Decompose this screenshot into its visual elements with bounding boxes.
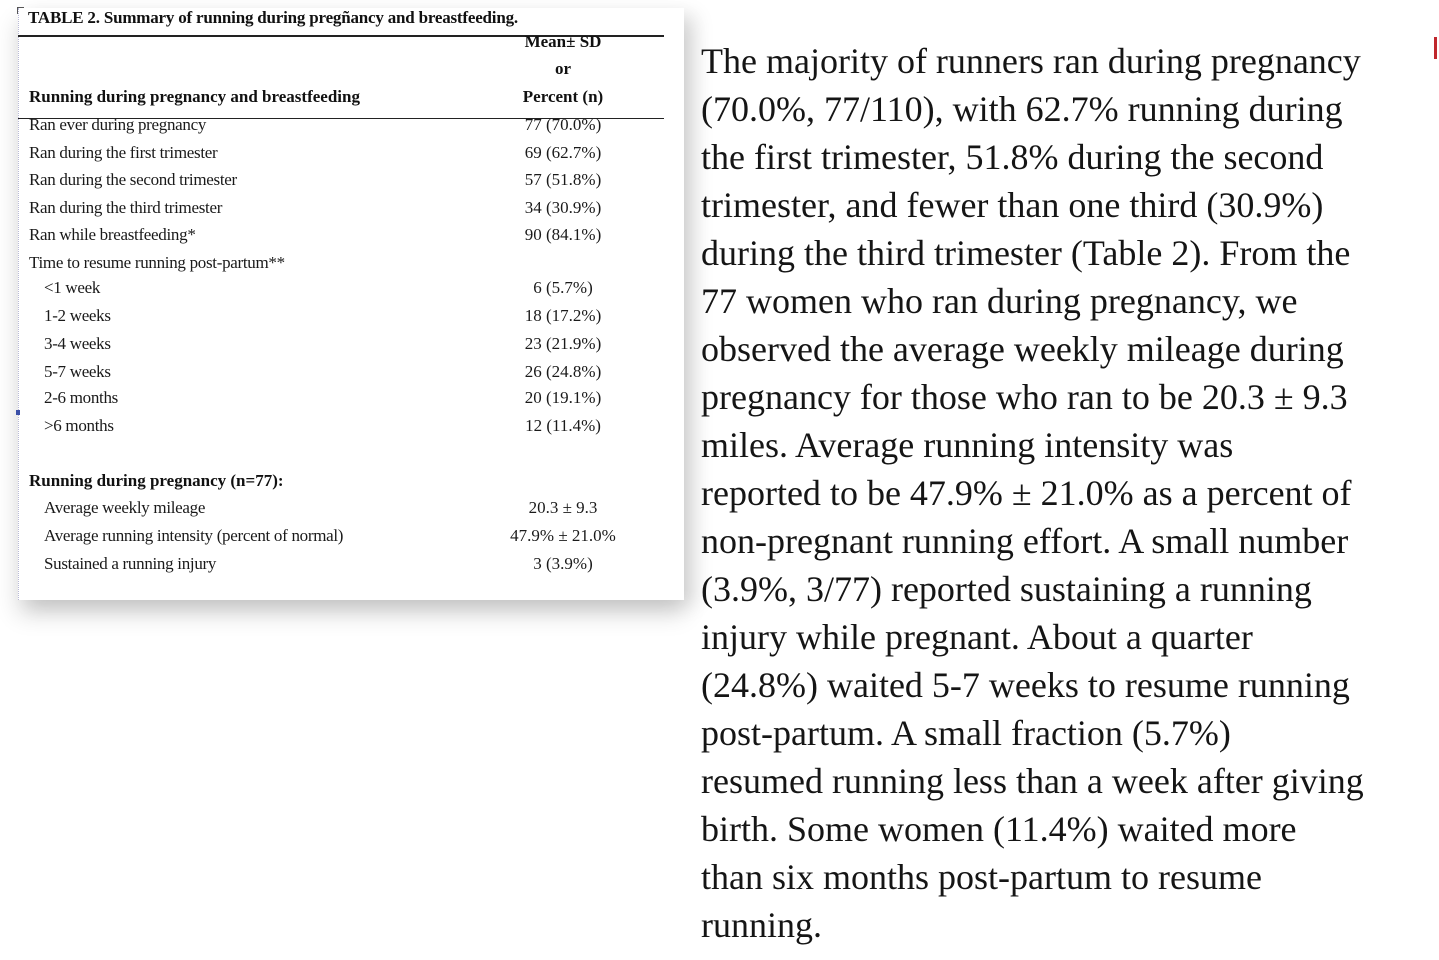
row-value: 90 (84.1%) (524, 225, 602, 244)
row-label: Average weekly mileage (44, 498, 206, 517)
paragraph-line: than six months post-partum to resume (701, 857, 1262, 897)
header-col2-line2: or (554, 59, 572, 78)
row-value: 12 (11.4%) (525, 416, 601, 435)
row-label: Ran ever during pregnancy (29, 115, 207, 134)
paragraph-line: non-pregnant running effort. A small number (701, 521, 1349, 561)
row-label: Sustained a running injury (44, 554, 217, 573)
row-label: Ran during the third trimester (29, 198, 223, 217)
paragraph-line: (3.9%, 3/77) reported sustaining a running (701, 569, 1312, 609)
text-cursor-mark (1434, 37, 1437, 59)
paragraph-line: The majority of runners ran during pregnancy (701, 41, 1361, 81)
row-value: 77 (70.0%) (524, 115, 602, 134)
paragraph-line: post-partum. A small fraction (5.7%) (701, 713, 1231, 753)
row-value: 57 (51.8%) (524, 170, 602, 189)
row-label: Ran during the first trimester (29, 143, 218, 162)
paragraph-line: trimester, and fewer than one third (30.9%) (701, 185, 1324, 225)
row-label: Average running intensity (percent of normal) (44, 526, 344, 545)
paragraph-line: running. (701, 905, 822, 945)
paragraph-line: reported to be 47.9% ± 21.0% as a percent of (701, 473, 1352, 513)
row-label: Ran while breastfeeding* (29, 225, 196, 244)
paragraph-line: pregnancy for those who ran to be 20.3 ± 9.3 (701, 377, 1348, 417)
row-value: 47.9% ± 21.0% (510, 526, 616, 545)
row-value: 26 (24.8%) (524, 362, 602, 381)
paragraph-line: resumed running less than a week after giving (701, 761, 1364, 801)
table-image-panel[interactable] (18, 8, 684, 600)
paragraph-line: (24.8%) waited 5-7 weeks to resume running (701, 665, 1350, 705)
row-value: 23 (21.9%) (524, 334, 602, 353)
paragraph-line: (70.0%, 77/110), with 62.7% running during (701, 89, 1343, 129)
row-label: >6 months (44, 416, 114, 435)
row-value: 34 (30.9%) (524, 198, 602, 217)
row-value: 20.3 ± 9.3 (528, 498, 598, 517)
header-col2-line1: Mean± SD (524, 32, 602, 51)
paragraph-line: during the third trimester (Table 2). From the (701, 233, 1351, 273)
row-label: <1 week (44, 278, 101, 297)
table-title: TABLE 2. Summary of running during pregñancy and breastfeeding. (28, 8, 518, 27)
header-col1: Running during pregnancy and breastfeeding (29, 87, 360, 106)
row-value: 20 (19.1%) (524, 388, 602, 407)
paragraph-line: birth. Some women (11.4%) waited more (701, 809, 1297, 849)
paragraph-line: miles. Average running intensity was (701, 425, 1234, 465)
selection-corner-mark (17, 7, 24, 14)
row-value: 18 (17.2%) (524, 306, 602, 325)
body-paragraph (701, 37, 1437, 949)
row-value: 6 (5.7%) (533, 278, 593, 297)
row-label: 1-2 weeks (44, 306, 111, 325)
row-value: 69 (62.7%) (524, 143, 602, 162)
header-col2-line3: Percent (n) (522, 87, 604, 106)
selection-side-handle[interactable] (16, 410, 20, 415)
row-value: 3 (3.9%) (533, 554, 593, 573)
row-label: 3-4 weeks (44, 334, 111, 353)
paragraph-line: observed the average weekly mileage during (701, 329, 1344, 369)
paragraph-line: the first trimester, 51.8% during the second (701, 137, 1324, 177)
row-label: 5-7 weeks (44, 362, 111, 381)
row-label: Ran during the second trimester (29, 170, 237, 189)
row-label: 2-6 months (44, 388, 118, 407)
paragraph-line: 77 women who ran during pregnancy, we (701, 281, 1298, 321)
paragraph-line: injury while pregnant. About a quarter (701, 617, 1253, 657)
row-label: Time to resume running post-partum** (29, 253, 285, 272)
section-label: Running during pregnancy (n=77): (29, 471, 284, 490)
